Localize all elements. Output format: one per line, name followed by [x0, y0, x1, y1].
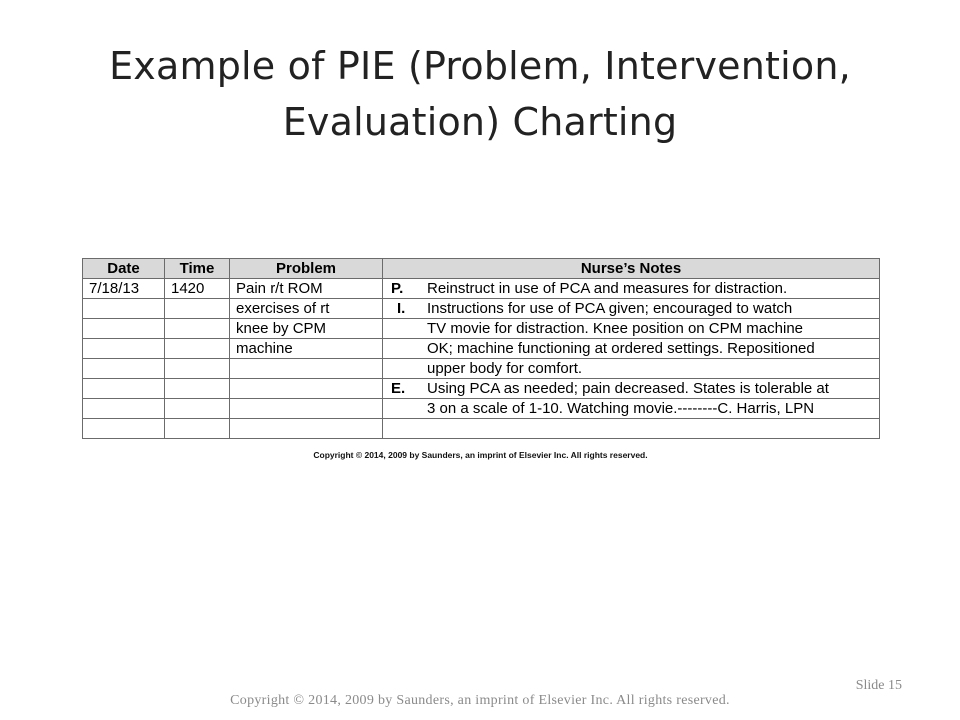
note-section-letter: P. — [391, 280, 404, 297]
cell-problem — [230, 419, 383, 439]
table-row — [83, 279, 880, 299]
cell-time — [165, 419, 230, 439]
note-text: TV movie for distraction. Knee position on CPM machine — [427, 320, 804, 337]
column-header-date: Date — [83, 259, 165, 279]
column-header-time: Time — [165, 259, 230, 279]
cell-date: 7/18/13 — [83, 279, 165, 299]
table-row — [83, 359, 880, 379]
note-text: Reinstruct in use of PCA and measures for distraction. — [427, 280, 788, 297]
cell-problem — [230, 379, 383, 399]
column-header-problem: Problem — [230, 259, 383, 279]
table-row — [83, 339, 880, 359]
note-section-letter: I. — [397, 300, 406, 317]
note-section-letter: E. — [391, 380, 406, 397]
figure-copyright-credit: Copyright © 2014, 2009 by Saunders, an imprint of Elsevier Inc. All rights reserved. — [313, 450, 648, 460]
table-row — [83, 379, 880, 399]
cell-date — [83, 379, 165, 399]
note-text: OK; machine functioning at ordered settings. Repositioned — [427, 340, 815, 357]
slide-number: Slide 15 — [855, 678, 902, 693]
column-header-nurses-notes: Nurse’s Notes — [383, 259, 880, 279]
cell-nurses-note — [383, 359, 880, 379]
cell-problem: Pain r/t ROM — [230, 279, 383, 299]
cell-date — [83, 359, 165, 379]
cell-nurses-note — [383, 379, 880, 399]
cell-problem — [230, 399, 383, 419]
table-row — [83, 319, 880, 339]
cell-time — [165, 399, 230, 419]
cell-time: 1420 — [165, 279, 230, 299]
cell-date — [83, 299, 165, 319]
cell-date — [83, 419, 165, 439]
cell-nurses-note — [383, 399, 880, 419]
cell-nurses-note — [383, 319, 880, 339]
cell-date — [83, 399, 165, 419]
pie-charting-table — [82, 258, 880, 439]
cell-time — [165, 319, 230, 339]
note-text: Instructions for use of PCA given; encouraged to watch — [427, 300, 793, 317]
cell-problem: machine — [230, 339, 383, 359]
cell-date — [83, 339, 165, 359]
cell-time — [165, 299, 230, 319]
slide-title — [60, 38, 900, 150]
cell-problem: exercises of rt — [230, 299, 383, 319]
cell-time — [165, 359, 230, 379]
table-row — [83, 419, 880, 439]
slide-title-line-1: Example of PIE (Problem, Intervention, — [109, 44, 851, 88]
slide-title-line-2: Evaluation) Charting — [282, 100, 678, 144]
cell-time — [165, 339, 230, 359]
cell-nurses-note — [383, 299, 880, 319]
note-text: 3 on a scale of 1-10. Watching movie.--------C. Harris, LPN — [427, 400, 815, 417]
cell-problem — [230, 359, 383, 379]
table-header-row — [83, 259, 880, 279]
cell-nurses-note — [383, 279, 880, 299]
table-row — [83, 299, 880, 319]
cell-problem: knee by CPM — [230, 319, 383, 339]
cell-nurses-note — [383, 419, 880, 439]
footer-copyright: Copyright © 2014, 2009 by Saunders, an imprint of Elsevier Inc. All rights reserved. — [230, 693, 730, 708]
cell-nurses-note — [383, 339, 880, 359]
note-text: Using PCA as needed; pain decreased. States is tolerable at — [427, 380, 829, 397]
table-row — [83, 399, 880, 419]
cell-time — [165, 379, 230, 399]
note-text: upper body for comfort. — [427, 360, 583, 377]
cell-date — [83, 319, 165, 339]
